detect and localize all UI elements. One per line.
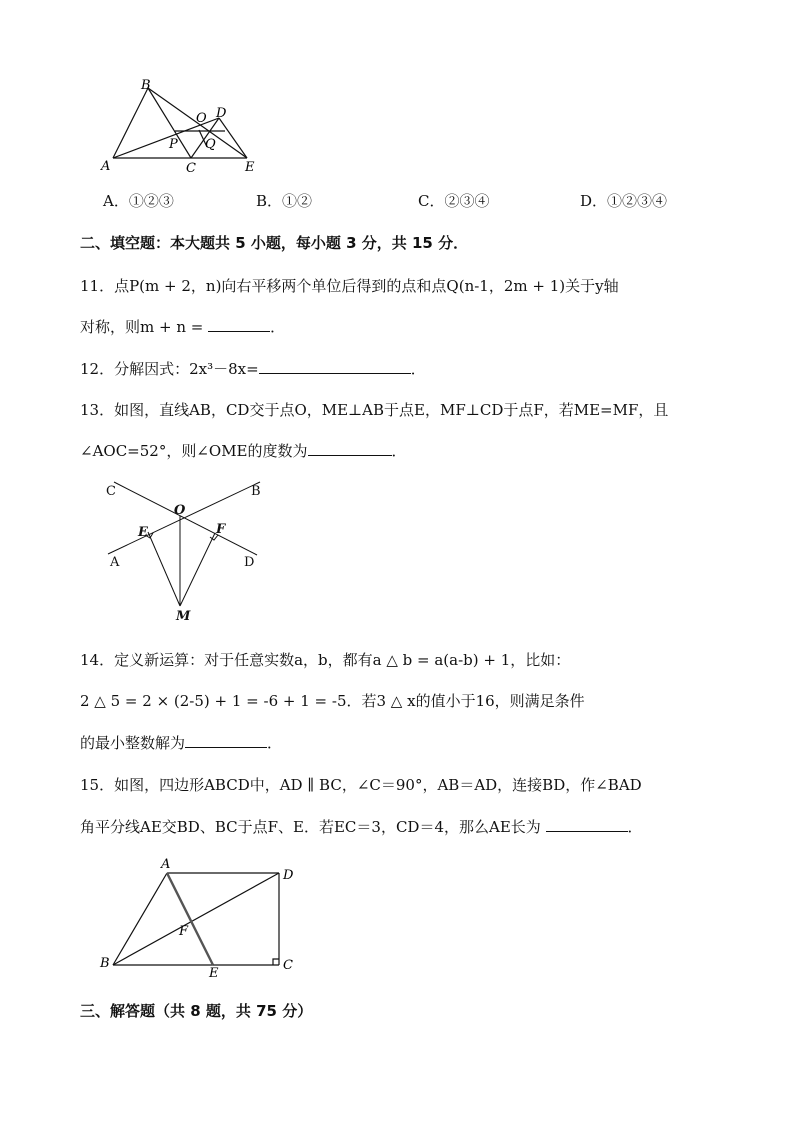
label-c: C (106, 484, 116, 499)
option-c: C．②③④ (418, 192, 490, 210)
q12-line (80, 359, 426, 379)
q14-line3 (80, 733, 282, 753)
q12-text: 12．分解因式：2x³－8x= (80, 360, 259, 378)
label-e: E (209, 966, 219, 981)
figure-top (95, 75, 270, 180)
label-f: F (216, 522, 226, 537)
label-q: Q (205, 137, 216, 152)
q15-answer-blank[interactable] (546, 817, 628, 832)
figure-middle (100, 478, 270, 626)
q15-line2 (80, 817, 643, 837)
q11-answer-blank[interactable] (208, 317, 270, 332)
label-o: O (174, 503, 186, 518)
q12-answer-blank[interactable] (259, 359, 411, 374)
label-a: A (161, 857, 171, 872)
q14-line1: 14．定义新运算：对于任意实数a，b，都有a △ b = a(a-b) + 1，比如： (80, 651, 571, 669)
q14-period: ． (267, 734, 283, 752)
q14-answer-blank[interactable] (185, 733, 267, 748)
label-d: D (283, 868, 294, 883)
label-a: A (101, 159, 111, 174)
q13-line1: 13．如图，直线AB，CD交于点O，ME⊥AB于点E，MF⊥CD于点F，若ME=MF，且 (80, 401, 669, 419)
label-c: C (283, 958, 293, 973)
q11-text: 对称，则m + n = (80, 318, 209, 336)
option-b: B．①② (256, 192, 313, 210)
q11-period: ． (270, 318, 286, 336)
section3-heading: 三、解答题（共 8 题，共 75 分） (80, 1002, 313, 1020)
label-d: D (244, 555, 255, 570)
q15-text: 角平分线AE交BD、BC于点F、E．若EC＝3，CD＝4，那么AE长为 (80, 818, 546, 836)
label-m: M (176, 609, 191, 624)
q13-period: ． (391, 442, 407, 460)
q14-line2: 2 △ 5 = 2 × (2-5) + 1 = -6 + 1 = -5．若3 △ x的值小于16，则满足条件 (80, 692, 585, 710)
label-f: F (179, 924, 189, 939)
q14-text: 的最小整数解为 (80, 734, 186, 752)
q15-line1: 15．如图，四边形ABCD中，AD ∥ BC，∠C＝90°，AB＝AD，连接BD，作∠BAD (80, 776, 642, 794)
section2-heading: 二、填空题：本大题共 5 小题，每小题 3 分，共 15 分． (80, 234, 469, 252)
label-d: D (216, 106, 227, 121)
q11-line2 (80, 317, 285, 337)
label-b: B (251, 484, 261, 499)
figure-bottom (95, 853, 305, 983)
label-o: O (196, 111, 207, 126)
option-d: D．①②③④ (580, 192, 668, 210)
label-p: P (169, 137, 178, 152)
q13-line2 (80, 441, 407, 461)
label-b: B (100, 956, 110, 971)
q13-answer-blank[interactable] (308, 441, 392, 456)
label-e: E (245, 160, 255, 175)
option-a: A．①②③ (103, 192, 174, 210)
label-e: E (138, 525, 148, 540)
q11-line1: 11．点P(m + 2，n)向右平移两个单位后得到的点和点Q(n-1，2m + 1)关于y轴 (80, 277, 619, 295)
q13-text: ∠AOC=52°，则∠OME的度数为 (80, 442, 308, 460)
label-b: B (141, 78, 151, 93)
q15-period: ． (627, 818, 643, 836)
q12-period: ． (410, 360, 426, 378)
label-c: C (186, 161, 196, 176)
label-a: A (110, 555, 120, 570)
